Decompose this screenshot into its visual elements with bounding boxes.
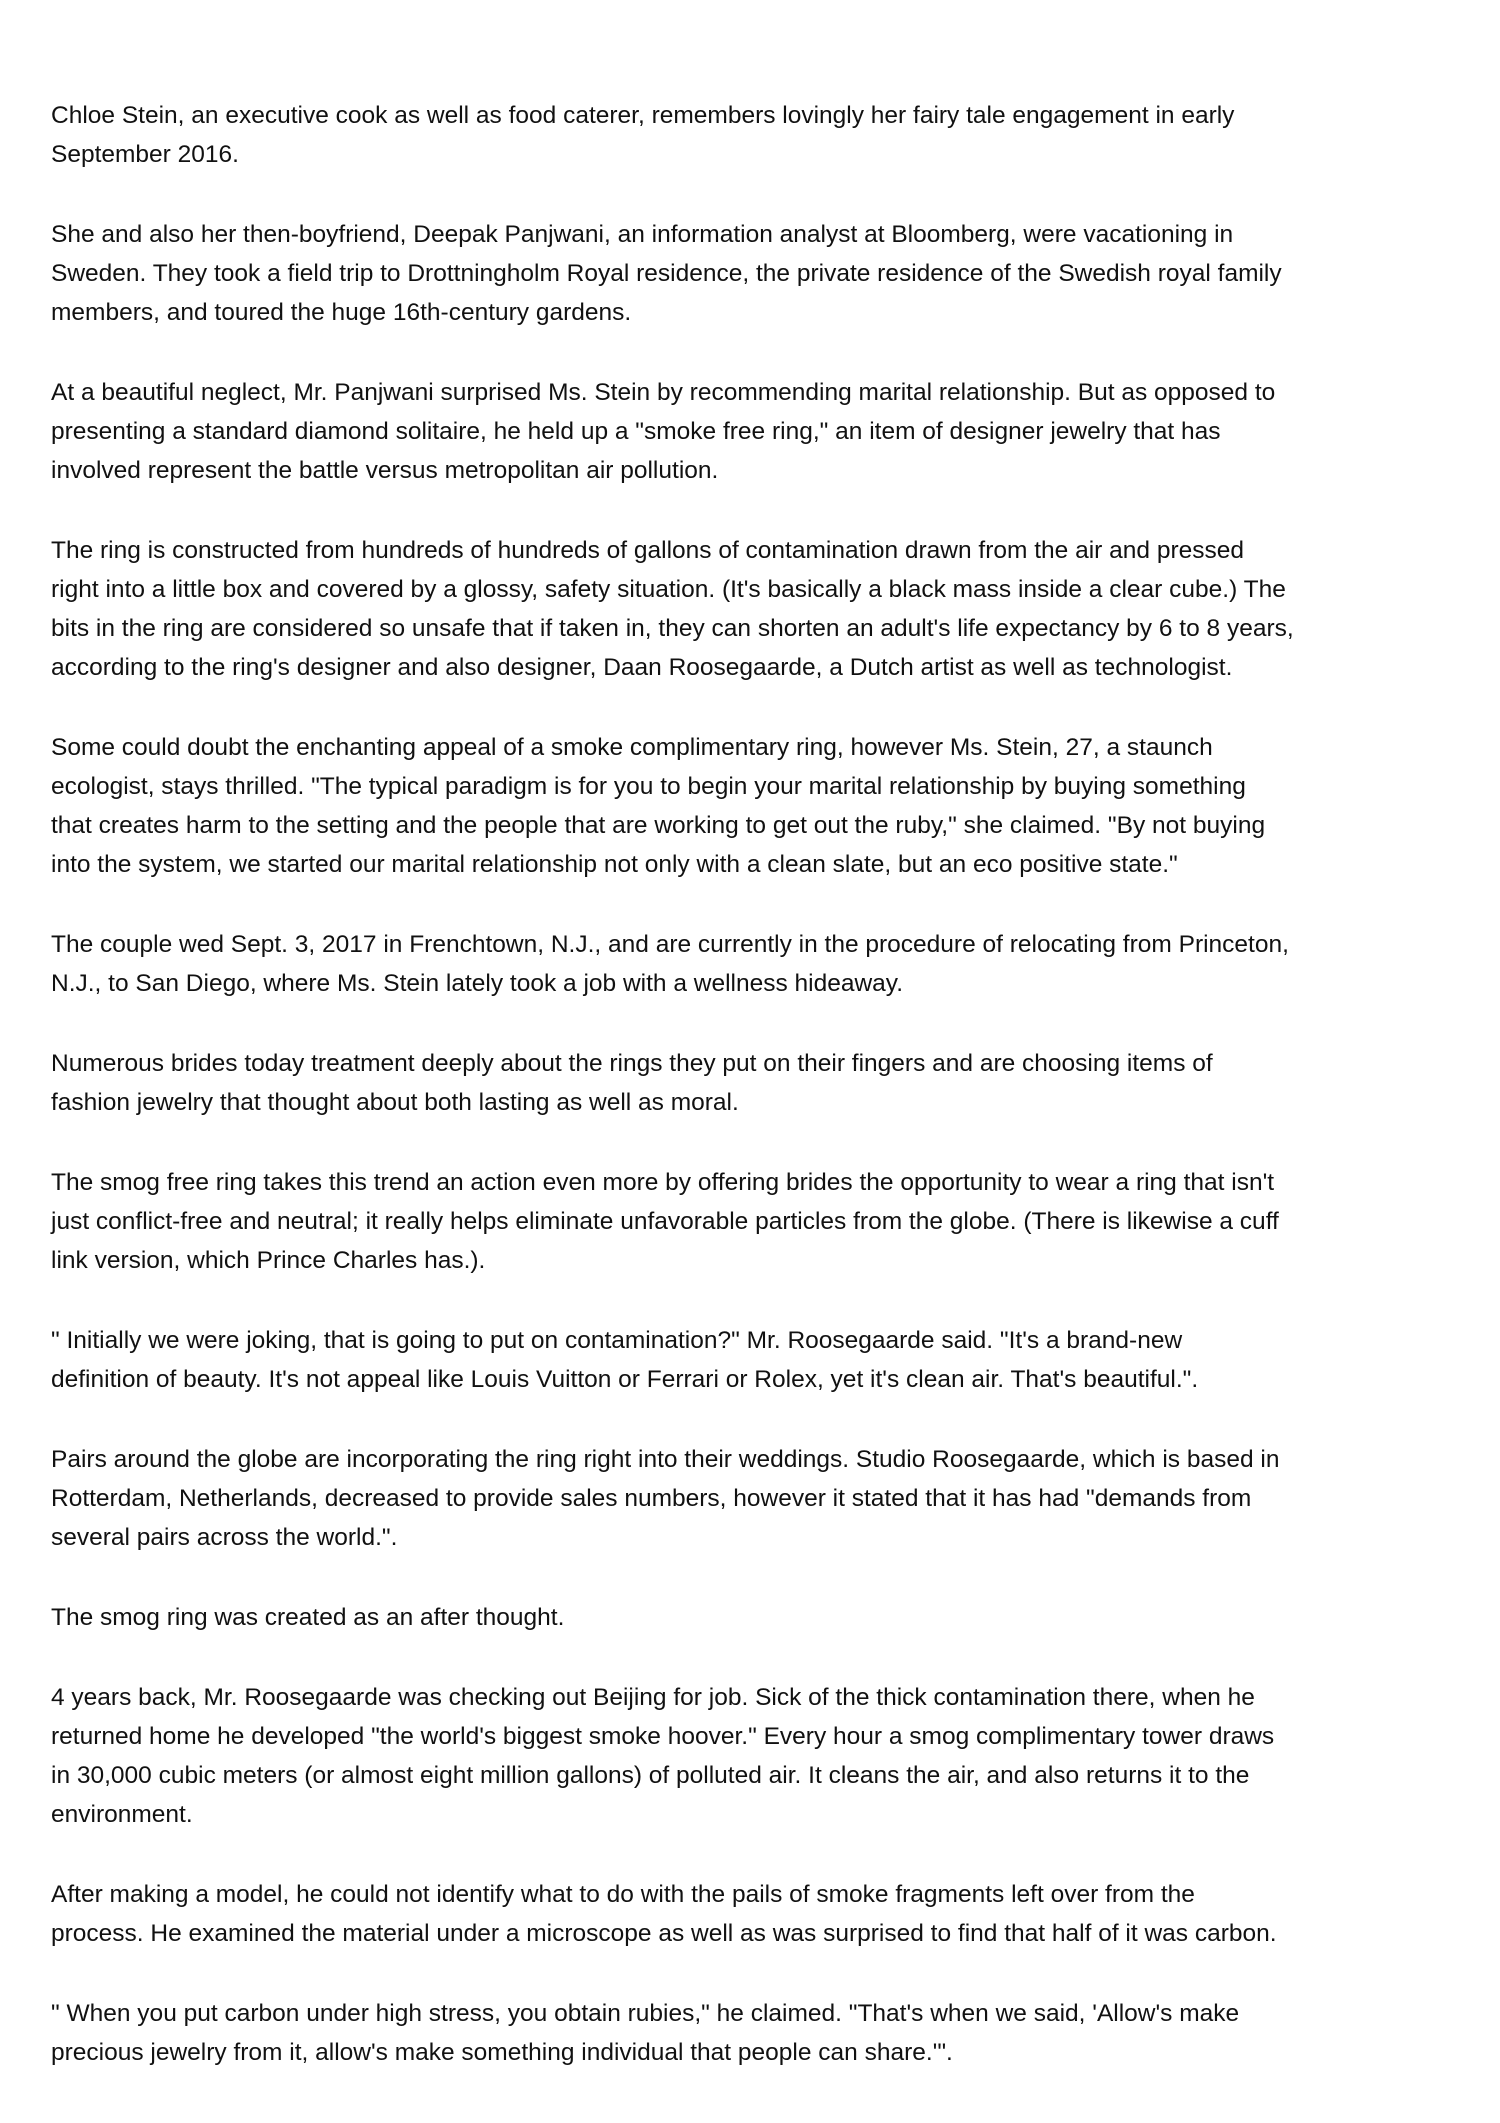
text-line: in 30,000 cubic meters (or almost eight million gallons) of polluted air. It cleans the air, and also returns it to the bbox=[51, 1762, 1250, 1789]
text-line: Sweden. They took a field trip to Drottningholm Royal residence, the private residence of the Swedish royal family bbox=[51, 260, 1282, 287]
text-line: 4 years back, Mr. Roosegaarde was checking out Beijing for job. Sick of the thick contamination there, when he bbox=[51, 1684, 1255, 1711]
paragraph bbox=[51, 1163, 1471, 1280]
paragraph bbox=[51, 373, 1471, 490]
paragraph bbox=[51, 1598, 1471, 1637]
paragraph bbox=[51, 96, 1471, 174]
text-line: environment. bbox=[51, 1801, 193, 1828]
text-line: that creates harm to the setting and the people that are working to get out the ruby," she claimed. "By not buying bbox=[51, 812, 1266, 839]
text-line: Some could doubt the enchanting appeal of a smoke complimentary ring, however Ms. Stein, 27, a staunch bbox=[51, 734, 1213, 761]
text-line: " When you put carbon under high stress, you obtain rubies," he claimed. "That's when we said, 'Allow's make bbox=[51, 2000, 1240, 2027]
text-line: into the system, we started our marital relationship not only with a clean slate, but an eco positive state." bbox=[51, 851, 1178, 878]
text-line: The couple wed Sept. 3, 2017 in Frenchtown, N.J., and are currently in the procedure of relocating from Princeton, bbox=[51, 931, 1289, 958]
paragraph bbox=[51, 1321, 1471, 1399]
paragraph bbox=[51, 1875, 1471, 1953]
text-line: N.J., to San Diego, where Ms. Stein lately took a job with a wellness hideaway. bbox=[51, 970, 904, 997]
text-line: right into a little box and covered by a glossy, safety situation. (It's basically a black mass inside a clear cube.) The bbox=[51, 576, 1286, 603]
text-line: The smog ring was created as an after thought. bbox=[51, 1604, 565, 1631]
text-line: link version, which Prince Charles has.). bbox=[51, 1247, 486, 1274]
text-line: several pairs across the world.". bbox=[51, 1524, 398, 1551]
paragraph bbox=[51, 1994, 1471, 2072]
paragraph bbox=[51, 728, 1471, 884]
text-line: presenting a standard diamond solitaire, he held up a "smoke free ring," an item of designer jewelry that has bbox=[51, 418, 1221, 445]
text-line: fashion jewelry that thought about both lasting as well as moral. bbox=[51, 1089, 739, 1116]
text-line: After making a model, he could not identify what to do with the pails of smoke fragments left over from the bbox=[51, 1881, 1195, 1908]
text-line: The smog free ring takes this trend an action even more by offering brides the opportunity to wear a ring that isn't bbox=[51, 1169, 1275, 1196]
text-line: Numerous brides today treatment deeply about the rings they put on their fingers and are choosing items of bbox=[51, 1050, 1213, 1077]
text-line: precious jewelry from it, allow's make something individual that people can share.'". bbox=[51, 2039, 953, 2066]
text-line: involved represent the battle versus metropolitan air pollution. bbox=[51, 457, 719, 484]
paragraph bbox=[51, 1440, 1471, 1557]
article-body bbox=[51, 96, 1471, 2113]
paragraph bbox=[51, 1678, 1471, 1834]
text-line: process. He examined the material under a microscope as well as was surprised to find that half of it was carbon. bbox=[51, 1920, 1277, 1947]
text-line: Pairs around the globe are incorporating the ring right into their weddings. Studio Roosegaarde, which is based in bbox=[51, 1446, 1280, 1473]
text-line: ecologist, stays thrilled. "The typical paradigm is for you to begin your marital relationship by buying something bbox=[51, 773, 1246, 800]
text-line: " Initially we were joking, that is going to put on contamination?" Mr. Roosegaarde said. "It's a brand-new bbox=[51, 1327, 1183, 1354]
text-line: returned home he developed "the world's biggest smoke hoover." Every hour a smog complimentary tower draws bbox=[51, 1723, 1275, 1750]
text-line: Chloe Stein, an executive cook as well as food caterer, remembers lovingly her fairy tale engagement in early bbox=[51, 102, 1235, 129]
paragraph bbox=[51, 1044, 1471, 1122]
text-line: The ring is constructed from hundreds of hundreds of gallons of contamination drawn from the air and pressed bbox=[51, 537, 1244, 564]
paragraph bbox=[51, 531, 1471, 687]
paragraph bbox=[51, 925, 1471, 1003]
text-line: At a beautiful neglect, Mr. Panjwani surprised Ms. Stein by recommending marital relationship. But as opposed to bbox=[51, 379, 1276, 406]
paragraph bbox=[51, 215, 1471, 332]
text-line: according to the ring's designer and also designer, Daan Roosegaarde, a Dutch artist as well as technologist. bbox=[51, 654, 1233, 681]
text-line: just conflict-free and neutral; it really helps eliminate unfavorable particles from the globe. (There is likewise a cuff bbox=[51, 1208, 1279, 1235]
text-line: bits in the ring are considered so unsafe that if taken in, they can shorten an adult's life expectancy by 6 to 8 years, bbox=[51, 615, 1294, 642]
text-line: She and also her then-boyfriend, Deepak Panjwani, an information analyst at Bloomberg, were vacationing in bbox=[51, 221, 1234, 248]
text-line: Rotterdam, Netherlands, decreased to provide sales numbers, however it stated that it has had "demands from bbox=[51, 1485, 1252, 1512]
text-line: members, and toured the huge 16th-century gardens. bbox=[51, 299, 632, 326]
text-line: September 2016. bbox=[51, 141, 239, 168]
text-line: definition of beauty. It's not appeal like Louis Vuitton or Ferrari or Rolex, yet it's clean air. That's beautiful.". bbox=[51, 1366, 1199, 1393]
